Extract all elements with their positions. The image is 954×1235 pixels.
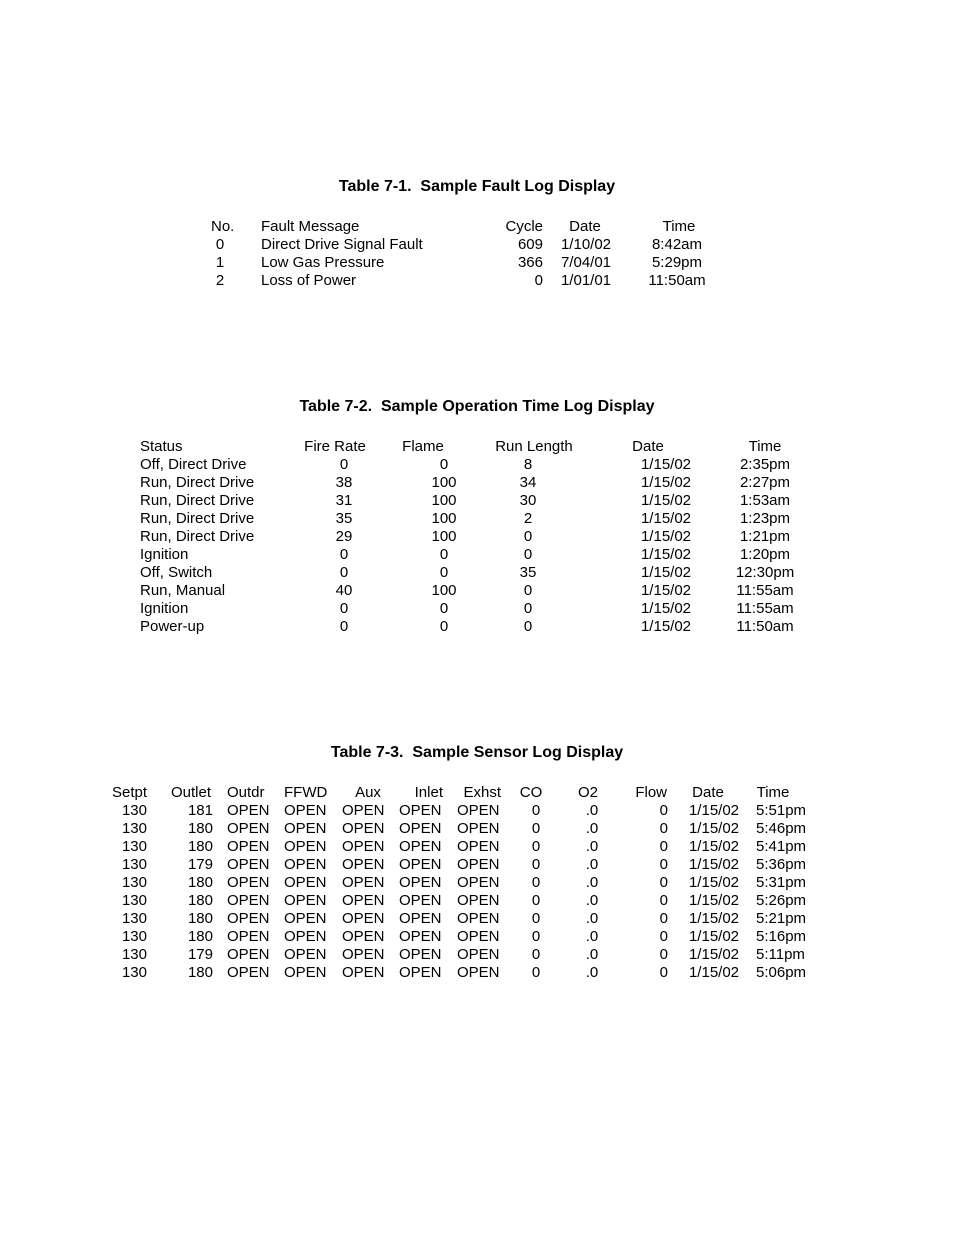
table-cell-status: Off, Direct Drive xyxy=(140,456,247,473)
table-cell-date: 1/15/02 xyxy=(640,474,692,491)
table-cell-fault-message: Low Gas Pressure xyxy=(261,254,385,271)
column-header-time: Time xyxy=(662,218,696,235)
table-cell-fire-rate: 38 xyxy=(335,474,353,491)
table-cell-outdr: OPEN xyxy=(227,874,270,891)
table-cell-date: 1/15/02 xyxy=(688,856,740,873)
table-cell-aux: OPEN xyxy=(342,964,385,981)
column-header-flame: Flame xyxy=(402,438,444,455)
table-cell-outlet: 180 xyxy=(187,928,213,945)
table-row xyxy=(0,600,954,618)
column-header-ffwd: FFWD xyxy=(284,784,328,801)
table-cell-time: 5:21pm xyxy=(756,910,807,927)
table-cell-time: 1:21pm xyxy=(739,528,791,545)
table-cell-time: 5:36pm xyxy=(756,856,807,873)
table-row xyxy=(0,564,954,582)
table-cell-o2: .0 xyxy=(585,928,599,945)
table-cell-flow: 0 xyxy=(659,820,668,837)
table-cell-inlet: OPEN xyxy=(399,838,442,855)
table-cell-ffwd: OPEN xyxy=(284,964,327,981)
table-cell-setpt: 130 xyxy=(121,946,147,963)
table-cell-exhst: OPEN xyxy=(457,802,500,819)
table-cell-flame: 0 xyxy=(439,546,449,563)
table-row xyxy=(0,874,954,892)
table-cell-exhst: OPEN xyxy=(457,874,500,891)
table-cell-o2: .0 xyxy=(585,874,599,891)
column-header-fire-rate: Fire Rate xyxy=(304,438,366,455)
table-cell-ffwd: OPEN xyxy=(284,892,327,909)
column-header-time: Time xyxy=(756,784,790,801)
table-cell-flow: 0 xyxy=(659,892,668,909)
table-header-row xyxy=(0,218,954,236)
table-cell-date: 1/15/02 xyxy=(640,510,692,527)
table-cell-date: 1/15/02 xyxy=(688,928,740,945)
table-row xyxy=(0,254,954,272)
table-cell-run-length: 2 xyxy=(523,510,533,527)
column-header-time: Time xyxy=(748,438,782,455)
column-header-outdr: Outdr xyxy=(227,784,265,801)
table-cell-co: 0 xyxy=(531,910,541,927)
table-cell-fire-rate: 0 xyxy=(339,618,349,635)
table-cell-flame: 100 xyxy=(431,510,457,527)
table-cell-o2: .0 xyxy=(585,802,599,819)
table-cell-aux: OPEN xyxy=(342,928,385,945)
table-cell-inlet: OPEN xyxy=(399,964,442,981)
table-cell-ffwd: OPEN xyxy=(284,802,327,819)
table-row xyxy=(0,820,954,838)
table-cell-date: 1/10/02 xyxy=(560,236,612,253)
table-cell-outlet: 180 xyxy=(187,838,213,855)
table-cell-date: 1/15/02 xyxy=(688,946,740,963)
column-header-run-length: Run Length xyxy=(495,438,573,455)
table-cell-date: 1/15/02 xyxy=(688,838,740,855)
table-cell-time: 8:42am xyxy=(651,236,703,253)
table-cell-flame: 100 xyxy=(431,582,457,599)
table-cell-flow: 0 xyxy=(659,946,668,963)
table-cell-flame: 100 xyxy=(431,492,457,509)
fault-log-title: Table 7-1. Sample Fault Log Display xyxy=(338,178,616,195)
table-cell-ffwd: OPEN xyxy=(284,874,327,891)
table-cell-outdr: OPEN xyxy=(227,964,270,981)
table-cell-outdr: OPEN xyxy=(227,892,270,909)
table-cell-date: 1/15/02 xyxy=(688,892,740,909)
table-header-row xyxy=(0,438,954,456)
table-cell-date: 1/15/02 xyxy=(640,528,692,545)
table-cell-time: 5:31pm xyxy=(756,874,807,891)
table-cell-fire-rate: 0 xyxy=(339,564,349,581)
table-cell-outdr: OPEN xyxy=(227,946,270,963)
table-cell-fire-rate: 31 xyxy=(335,492,353,509)
table-cell-time: 1:53am xyxy=(739,492,791,509)
table-row xyxy=(0,528,954,546)
table-header-row xyxy=(0,784,954,802)
table-row xyxy=(0,582,954,600)
table-cell-fire-rate: 40 xyxy=(335,582,353,599)
table-cell-flow: 0 xyxy=(659,802,668,819)
table-cell-date: 7/04/01 xyxy=(560,254,612,271)
table-cell-o2: .0 xyxy=(585,856,599,873)
table-row xyxy=(0,802,954,820)
table-cell-o2: .0 xyxy=(585,964,599,981)
table-cell-cycle: 0 xyxy=(534,272,543,289)
table-row xyxy=(0,474,954,492)
column-header-date: Date xyxy=(632,438,664,455)
table-cell-inlet: OPEN xyxy=(399,928,442,945)
table-cell-flow: 0 xyxy=(659,964,668,981)
table-cell-setpt: 130 xyxy=(121,910,147,927)
table-cell-flame: 0 xyxy=(439,564,449,581)
table-cell-ffwd: OPEN xyxy=(284,946,327,963)
table-cell-run-length: 0 xyxy=(523,546,533,563)
table-cell-exhst: OPEN xyxy=(457,820,500,837)
table-cell-co: 0 xyxy=(531,874,541,891)
table-row xyxy=(0,272,954,290)
table-cell-date: 1/15/02 xyxy=(640,564,692,581)
table-cell-o2: .0 xyxy=(585,838,599,855)
sensor-log-title: Table 7-3. Sample Sensor Log Display xyxy=(330,744,624,761)
table-cell-ffwd: OPEN xyxy=(284,838,327,855)
table-cell-flame: 100 xyxy=(431,528,457,545)
table-cell-outdr: OPEN xyxy=(227,802,270,819)
table-row xyxy=(0,928,954,946)
table-cell-status: Run, Direct Drive xyxy=(140,528,255,545)
table-cell-exhst: OPEN xyxy=(457,964,500,981)
table-cell-outlet: 179 xyxy=(187,946,213,963)
table-cell-aux: OPEN xyxy=(342,802,385,819)
column-header-fault-message: Fault Message xyxy=(261,218,360,235)
table-cell-fire-rate: 0 xyxy=(339,456,349,473)
table-cell-o2: .0 xyxy=(585,820,599,837)
table-cell-time: 1:20pm xyxy=(739,546,791,563)
table-cell-flow: 0 xyxy=(659,910,668,927)
table-cell-flow: 0 xyxy=(659,928,668,945)
table-cell-co: 0 xyxy=(531,820,541,837)
table-cell-run-length: 34 xyxy=(519,474,537,491)
table-cell-time: 11:50am xyxy=(648,272,706,289)
table-cell-date: 1/15/02 xyxy=(688,820,740,837)
column-header-exhst: Exhst xyxy=(463,784,501,801)
table-cell-time: 5:06pm xyxy=(756,964,807,981)
table-cell-no: 1 xyxy=(215,254,225,271)
column-header-aux: Aux xyxy=(355,784,381,801)
column-header-status: Status xyxy=(140,438,183,455)
table-cell-flame: 0 xyxy=(439,618,449,635)
table-cell-date: 1/15/02 xyxy=(640,600,692,617)
table-cell-run-length: 8 xyxy=(523,456,533,473)
table-cell-aux: OPEN xyxy=(342,838,385,855)
table-cell-flame: 0 xyxy=(439,600,449,617)
table-cell-time: 5:26pm xyxy=(756,892,807,909)
table-cell-outdr: OPEN xyxy=(227,910,270,927)
table-cell-date: 1/15/02 xyxy=(640,582,692,599)
table-cell-status: Run, Direct Drive xyxy=(140,492,255,509)
table-cell-co: 0 xyxy=(531,838,541,855)
table-row xyxy=(0,618,954,636)
sensor-log-table xyxy=(0,784,954,982)
table-cell-time: 1:23pm xyxy=(739,510,791,527)
table-cell-time: 5:16pm xyxy=(756,928,807,945)
table-cell-aux: OPEN xyxy=(342,820,385,837)
column-header-o2: O2 xyxy=(577,784,598,801)
table-cell-exhst: OPEN xyxy=(457,856,500,873)
table-cell-status: Power-up xyxy=(140,618,205,635)
table-cell-exhst: OPEN xyxy=(457,838,500,855)
table-row xyxy=(0,546,954,564)
table-cell-date: 1/15/02 xyxy=(640,618,692,635)
table-cell-time: 11:50am xyxy=(736,618,794,635)
table-cell-date: 1/15/02 xyxy=(688,964,740,981)
table-cell-status: Run, Direct Drive xyxy=(140,474,255,491)
table-cell-co: 0 xyxy=(531,928,541,945)
table-cell-run-length: 30 xyxy=(519,492,537,509)
table-cell-outlet: 180 xyxy=(187,820,213,837)
table-cell-time: 5:41pm xyxy=(756,838,807,855)
table-cell-no: 0 xyxy=(215,236,225,253)
table-cell-date: 1/15/02 xyxy=(688,874,740,891)
operation-log-title: Table 7-2. Sample Operation Time Log Display xyxy=(299,398,655,415)
table-cell-outdr: OPEN xyxy=(227,838,270,855)
table-cell-fault-message: Direct Drive Signal Fault xyxy=(261,236,423,253)
fault-log-table xyxy=(0,218,954,290)
table-cell-outdr: OPEN xyxy=(227,928,270,945)
table-cell-outdr: OPEN xyxy=(227,820,270,837)
table-row xyxy=(0,838,954,856)
table-cell-exhst: OPEN xyxy=(457,892,500,909)
table-cell-status: Ignition xyxy=(140,600,189,617)
table-cell-time: 5:29pm xyxy=(651,254,703,271)
table-cell-outlet: 180 xyxy=(187,892,213,909)
table-cell-fault-message: Loss of Power xyxy=(261,272,357,289)
table-cell-no: 2 xyxy=(215,272,225,289)
table-cell-time: 11:55am xyxy=(736,600,794,617)
table-cell-run-length: 0 xyxy=(523,528,533,545)
table-row xyxy=(0,236,954,254)
table-cell-fire-rate: 29 xyxy=(335,528,353,545)
table-row xyxy=(0,964,954,982)
table-cell-outlet: 180 xyxy=(187,910,213,927)
table-cell-setpt: 130 xyxy=(121,802,147,819)
table-row xyxy=(0,456,954,474)
table-cell-time: 5:46pm xyxy=(756,820,807,837)
column-header-co: CO xyxy=(519,784,543,801)
table-row xyxy=(0,492,954,510)
table-cell-setpt: 130 xyxy=(121,838,147,855)
column-header-setpt: Setpt xyxy=(112,784,148,801)
table-row xyxy=(0,946,954,964)
table-cell-o2: .0 xyxy=(585,892,599,909)
column-header-no: No. xyxy=(211,218,235,235)
table-cell-flow: 0 xyxy=(659,856,668,873)
table-cell-run-length: 35 xyxy=(519,564,537,581)
table-cell-time: 12:30pm xyxy=(735,564,795,581)
table-cell-date: 1/15/02 xyxy=(640,546,692,563)
table-cell-cycle: 366 xyxy=(517,254,543,271)
column-header-inlet: Inlet xyxy=(414,784,443,801)
table-cell-inlet: OPEN xyxy=(399,802,442,819)
table-cell-aux: OPEN xyxy=(342,910,385,927)
table-cell-inlet: OPEN xyxy=(399,856,442,873)
table-cell-time: 5:11pm xyxy=(756,946,805,963)
table-cell-run-length: 0 xyxy=(523,618,533,635)
table-cell-inlet: OPEN xyxy=(399,910,442,927)
table-cell-run-length: 0 xyxy=(523,582,533,599)
table-cell-fire-rate: 35 xyxy=(335,510,353,527)
table-cell-status: Run, Direct Drive xyxy=(140,510,255,527)
table-cell-ffwd: OPEN xyxy=(284,928,327,945)
table-cell-inlet: OPEN xyxy=(399,874,442,891)
table-row xyxy=(0,856,954,874)
table-cell-setpt: 130 xyxy=(121,964,147,981)
table-cell-co: 0 xyxy=(531,946,541,963)
table-cell-co: 0 xyxy=(531,802,541,819)
column-header-date: Date xyxy=(692,784,724,801)
table-cell-flame: 100 xyxy=(431,474,457,491)
table-cell-outlet: 180 xyxy=(187,874,213,891)
table-cell-time: 11:55am xyxy=(736,582,794,599)
table-cell-aux: OPEN xyxy=(342,856,385,873)
table-row xyxy=(0,910,954,928)
table-cell-outlet: 180 xyxy=(187,964,213,981)
table-cell-o2: .0 xyxy=(585,910,599,927)
table-cell-date: 1/15/02 xyxy=(688,910,740,927)
table-cell-time: 2:27pm xyxy=(739,474,791,491)
table-cell-cycle: 609 xyxy=(517,236,543,253)
table-cell-setpt: 130 xyxy=(121,856,147,873)
table-cell-date: 1/15/02 xyxy=(640,456,692,473)
table-cell-fire-rate: 0 xyxy=(339,600,349,617)
table-cell-flow: 0 xyxy=(659,874,668,891)
table-cell-setpt: 130 xyxy=(121,892,147,909)
table-cell-outlet: 181 xyxy=(187,802,213,819)
table-row xyxy=(0,892,954,910)
table-cell-ffwd: OPEN xyxy=(284,910,327,927)
table-cell-flow: 0 xyxy=(659,838,668,855)
table-cell-o2: .0 xyxy=(585,946,599,963)
table-cell-fire-rate: 0 xyxy=(339,546,349,563)
column-header-cycle: Cycle xyxy=(505,218,543,235)
operation-log-table xyxy=(0,438,954,636)
table-cell-co: 0 xyxy=(531,856,541,873)
table-cell-run-length: 0 xyxy=(523,600,533,617)
table-cell-exhst: OPEN xyxy=(457,928,500,945)
table-cell-time: 2:35pm xyxy=(739,456,791,473)
table-cell-co: 0 xyxy=(531,892,541,909)
column-header-date: Date xyxy=(569,218,601,235)
table-cell-ffwd: OPEN xyxy=(284,856,327,873)
table-cell-outdr: OPEN xyxy=(227,856,270,873)
table-cell-exhst: OPEN xyxy=(457,910,500,927)
table-cell-status: Off, Switch xyxy=(140,564,213,581)
table-cell-date: 1/15/02 xyxy=(640,492,692,509)
table-cell-flame: 0 xyxy=(439,456,449,473)
table-cell-co: 0 xyxy=(531,964,541,981)
table-cell-inlet: OPEN xyxy=(399,946,442,963)
table-cell-setpt: 130 xyxy=(121,928,147,945)
table-cell-aux: OPEN xyxy=(342,946,385,963)
table-cell-exhst: OPEN xyxy=(457,946,500,963)
table-cell-setpt: 130 xyxy=(121,874,147,891)
column-header-flow: Flow xyxy=(635,784,667,801)
table-cell-inlet: OPEN xyxy=(399,892,442,909)
table-cell-aux: OPEN xyxy=(342,874,385,891)
column-header-outlet: Outlet xyxy=(170,784,211,801)
table-cell-date: 1/01/01 xyxy=(560,272,612,289)
table-cell-date: 1/15/02 xyxy=(688,802,740,819)
table-cell-status: Ignition xyxy=(140,546,189,563)
table-cell-aux: OPEN xyxy=(342,892,385,909)
table-cell-inlet: OPEN xyxy=(399,820,442,837)
table-cell-time: 5:51pm xyxy=(756,802,807,819)
table-cell-status: Run, Manual xyxy=(140,582,226,599)
table-cell-ffwd: OPEN xyxy=(284,820,327,837)
table-cell-outlet: 179 xyxy=(187,856,213,873)
table-cell-setpt: 130 xyxy=(121,820,147,837)
table-row xyxy=(0,510,954,528)
